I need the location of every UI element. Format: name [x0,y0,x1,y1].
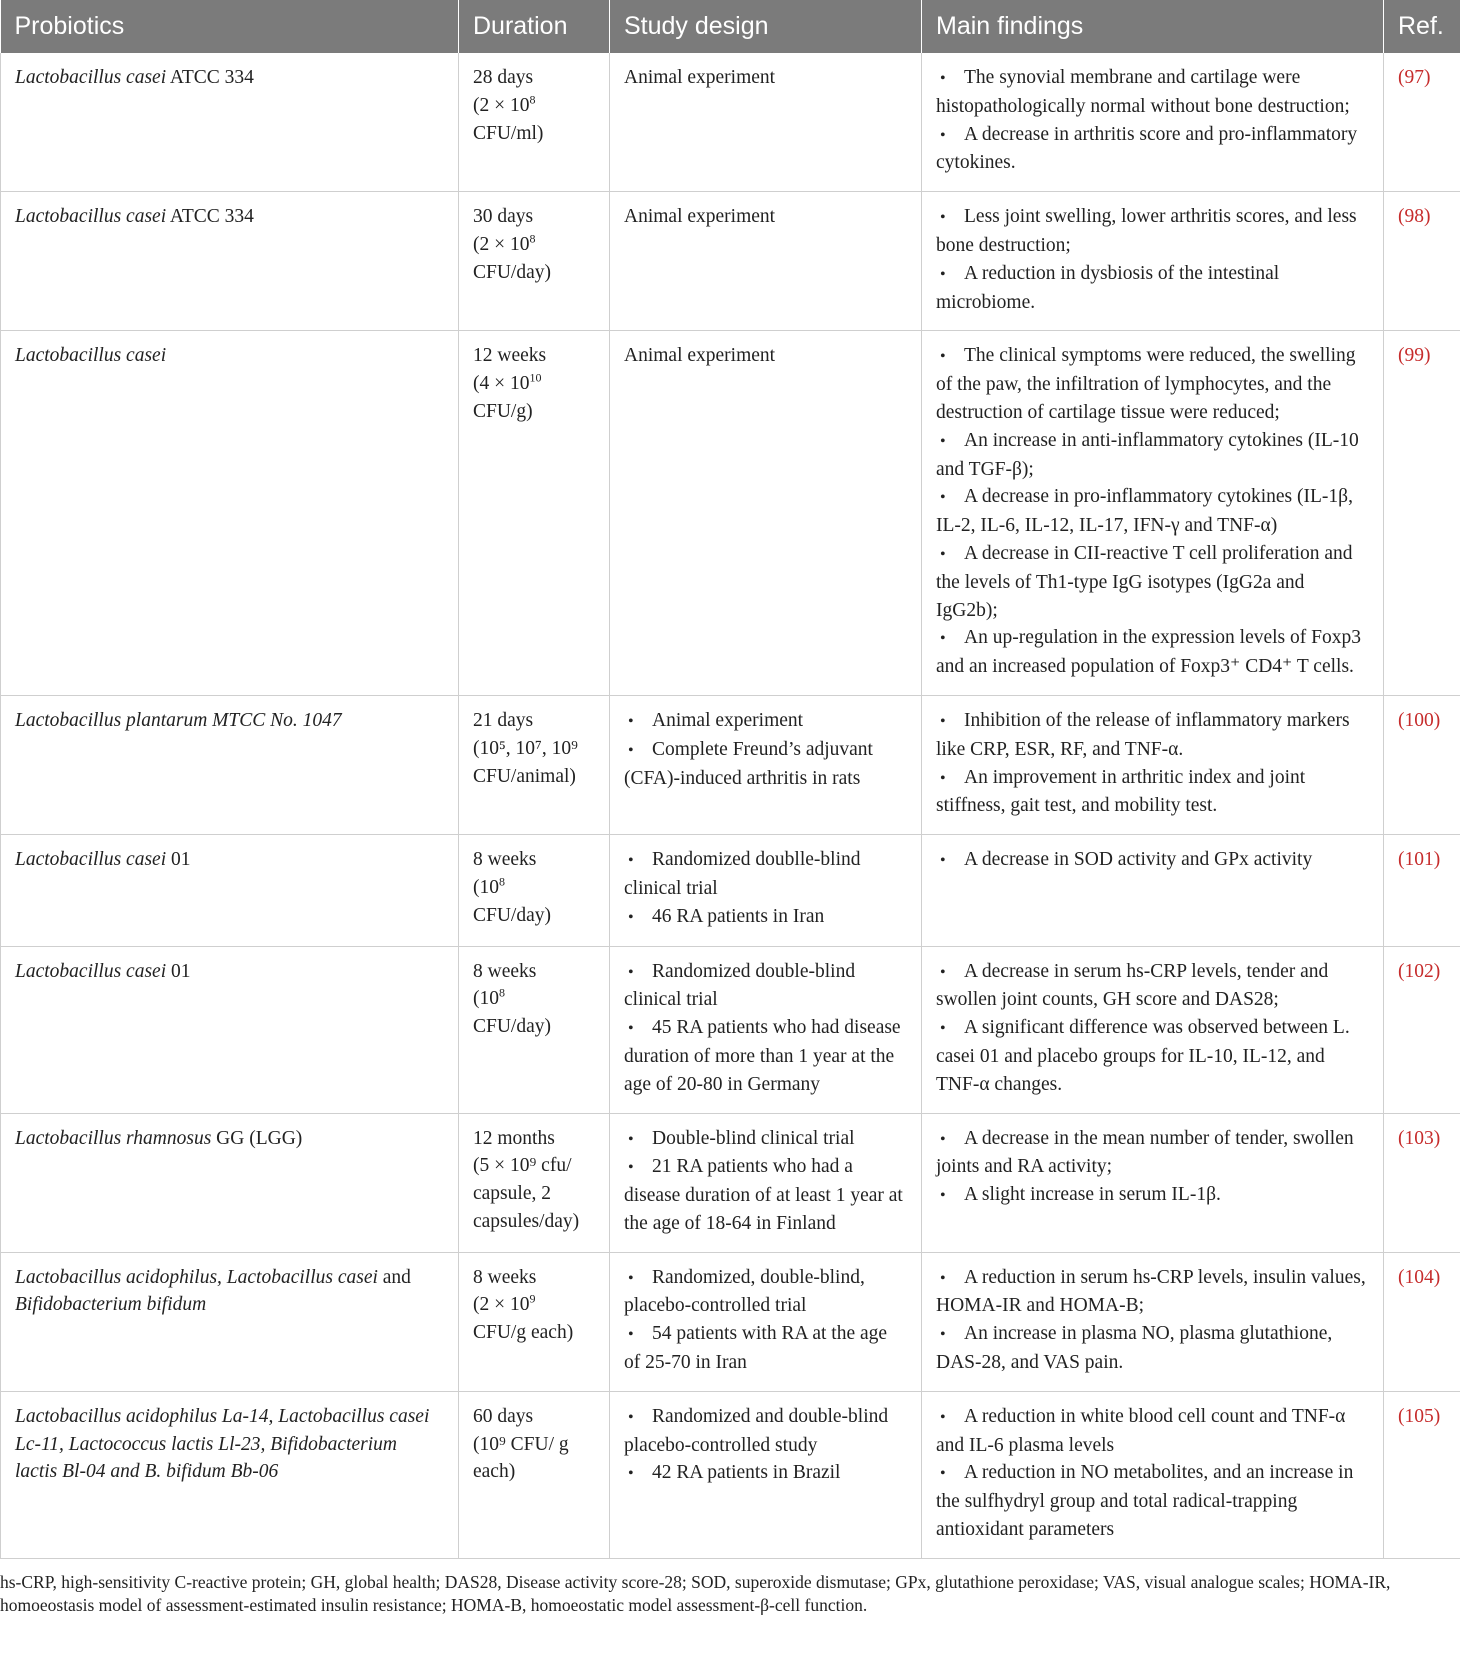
duration-unit: CFU/g each) [473,1322,574,1344]
probiotic-cell [1,53,459,192]
duration-dose: ($2 \times 10^8$ [473,92,536,116]
duration-dose: ($4 \times 10^{10}$ [473,370,542,395]
duration-period: 30 days [473,206,534,228]
findings-cell [922,1113,1384,1252]
probiotic-name: Bifidobacterium bifidum [15,1294,207,1316]
design-item: • Complete Freund’s adjuvant (CFA)-induced arthritis in rats [624,736,907,793]
dose-exponent: 8 [499,985,505,1000]
study-design-cell [610,192,922,331]
probiotic-strain: 01 [166,960,191,982]
finding-item: • A decrease in the mean number of tender, swollen joints and RA activity; [936,1125,1369,1182]
reference-link[interactable]: (105) [1398,1405,1441,1427]
duration-unit: CFU/day) [473,1016,551,1038]
probiotic-strain: 01 [166,849,191,871]
finding-item: • A reduction in white blood cell count and TNF-α and IL-6 plasma levels [936,1403,1369,1460]
table-row [1,53,1460,192]
duration-cell [459,835,610,946]
probiotic-cell [1,192,459,331]
header-study-design: Study design [610,0,922,53]
duration-unit: CFU/animal) [473,765,576,787]
duration-period: 60 days [473,1405,534,1427]
findings-cell [922,1252,1384,1391]
header-row [1,0,1460,53]
probiotic-name: Lactobacillus casei [15,206,167,228]
design-item: • 42 RA patients in Brazil [624,1459,907,1488]
finding-item: • An increase in anti-inflammatory cytokines (IL-10 and TGF-β); [936,427,1369,484]
ref-cell [1384,1391,1460,1558]
table-row [1,1391,1460,1558]
header-probiotics: Probiotics [1,0,459,53]
study-design-cell [610,1391,922,1558]
finding-item: • A decrease in CII-reactive T cell proliferation and the levels of Th1-type IgG isotypes (IgG2a and IgG2b); [936,540,1369,624]
reference-link[interactable]: (101) [1398,849,1441,871]
study-design-cell [610,1252,922,1391]
reference-link[interactable]: (103) [1398,1127,1441,1149]
finding-item: • A slight increase in serum IL-1β. [936,1181,1369,1210]
ref-cell [1384,331,1460,696]
finding-item: • A reduction in dysbiosis of the intestinal microbiome. [936,260,1369,317]
table-row [1,695,1460,834]
probiotic-strain: ATCC 334 [166,67,254,88]
finding-item: • An improvement in arthritic index and joint stiffness, gait test, and mobility test. [936,764,1369,821]
finding-item: • A decrease in pro-inflammatory cytokines (IL-1β, IL-2, IL-6, IL-12, IL-17, IFN-γ and TNF-α) [936,483,1369,540]
probiotic-name: Lactobacillus casei [15,67,167,88]
ref-cell [1384,1252,1460,1391]
probiotic-name: Lactobacillus rhamnosus [15,1127,212,1149]
probiotic-name: Lactobacillus casei [15,960,167,982]
table-row [1,1113,1460,1252]
duration-dose: ($2 \times 10^8$ [473,231,536,255]
reference-link[interactable]: (104) [1398,1266,1441,1288]
probiotic-cell [1,835,459,946]
findings-cell [922,192,1384,331]
design-item: • 46 RA patients in Iran [624,903,907,932]
duration-dose: (10⁹ CFU/ g each) [473,1433,569,1483]
findings-cell [922,695,1384,834]
design-item: • Randomized double-blind clinical trial [624,958,907,1015]
duration-unit: CFU/day) [473,904,551,926]
findings-cell [922,53,1384,192]
ref-cell [1384,946,1460,1113]
probiotic-name: Lactobacillus acidophilus, Lactobacillus casei [15,1266,378,1288]
duration-period: 8 weeks [473,1266,537,1288]
duration-dose: ($2 \times 10^9$ [473,1291,536,1316]
finding-item: • A decrease in serum hs-CRP levels, tender and swollen joint counts, GH score and DAS28; [936,958,1369,1015]
duration-period: 12 months [473,1127,555,1149]
design-item: • Animal experiment [624,707,907,736]
duration-period: 28 days [473,67,534,88]
study-design-cell [610,695,922,834]
table-row [1,1252,1460,1391]
table-row [1,331,1460,696]
dose-exponent: 10 [529,370,542,385]
design-item: Animal experiment [624,67,776,88]
design-item: • 54 patients with RA at the age of 25-70 in Iran [624,1320,907,1377]
probiotic-cell [1,1391,459,1558]
design-item: Animal experiment [624,206,776,228]
probiotic-cell [1,695,459,834]
findings-cell [922,946,1384,1113]
header-main-findings: Main findings [922,0,1384,53]
duration-period: 8 weeks [473,960,537,982]
duration-period: 12 weeks [473,345,547,367]
ref-cell [1384,53,1460,192]
ref-cell [1384,695,1460,834]
duration-period: 8 weeks [473,849,537,871]
probiotic-strain: ATCC 334 [166,206,254,228]
table-row [1,192,1460,331]
study-design-cell [610,1113,922,1252]
duration-unit: CFU/g) [473,400,533,422]
study-design-cell [610,331,922,696]
ref-cell [1384,192,1460,331]
finding-item: • Less joint swelling, lower arthritis scores, and less bone destruction; [936,203,1369,260]
finding-item: • A significant difference was observed between L. casei 01 and placebo groups for IL-10, IL-12, and TNF-α changes. [936,1014,1369,1098]
finding-item: • The clinical symptoms were reduced, the swelling of the paw, the infiltration of lymphocytes, and the destruction of cartilage tissue were reduced; [936,342,1369,426]
findings-cell [922,331,1384,696]
probiotic-name: Lactobacillus casei [15,345,167,367]
table-row [1,835,1460,946]
duration-dose: ($10^8$ [473,985,505,1010]
duration-cell [459,946,610,1113]
duration-cell [459,1113,610,1252]
duration-cell [459,1391,610,1558]
study-design-cell [610,53,922,192]
probiotic-name: Lactobacillus casei [15,849,167,871]
table-row [1,946,1460,1113]
findings-cell [922,1391,1384,1558]
findings-cell [922,835,1384,946]
probiotic-strain: GG (LGG) [211,1127,303,1149]
finding-item: • A reduction in NO metabolites, and an increase in the sulfhydryl group and total radical-trapping antioxidant parameters [936,1459,1369,1543]
study-design-cell [610,835,922,946]
finding-item: • Inhibition of the release of inflammatory markers like CRP, ESR, RF, and TNF-α. [936,707,1369,764]
design-item: • Randomized, double-blind, placebo-controlled trial [624,1264,907,1321]
duration-unit: CFU/ml) [473,122,544,144]
duration-period: 21 days [473,709,534,731]
header-duration: Duration [459,0,610,53]
header-ref: Ref. [1384,0,1460,53]
probiotic-cell [1,331,459,696]
reference-link[interactable]: (100) [1398,709,1441,731]
duration-cell [459,53,610,192]
design-item: • Double-blind clinical trial [624,1125,907,1154]
dose-exponent: 8 [499,874,505,889]
dose-exponent: 9 [529,1291,536,1306]
probiotic-cell [1,1252,459,1391]
duration-cell [459,1252,610,1391]
finding-item: • A decrease in SOD activity and GPx activity [936,846,1369,875]
duration-dose: ($10^8$ [473,874,505,898]
probiotic-cell [1,946,459,1113]
design-item: Animal experiment [624,345,776,367]
study-design-cell [610,946,922,1113]
design-item: • 45 RA patients who had disease duration of more than 1 year at the age of 20-80 in Germany [624,1014,907,1098]
design-item: • Randomized and double-blind placebo-controlled study [624,1403,907,1460]
dose-exponent: 8 [529,231,536,246]
finding-item: • The synovial membrane and cartilage were histopathologically normal without bone destruction; [936,64,1369,121]
probiotic-name: Lactobacillus acidophilus La-14, Lactobacillus casei Lc-11, Lactococcus lactis Ll-23, Bifidobacterium lactis Bl-04 and B. bifidum Bb-06 [15,1405,430,1483]
design-item: • Randomized doublle-blind clinical trial [624,846,907,903]
duration-cell [459,192,610,331]
footnote: hs-CRP, high-sensitivity C-reactive protein; GH, global health; DAS28, Disease activity score-28; SOD, superoxide dismutase; GPx, glutathione peroxidase; VAS, visual analogue scales; HOMA-IR, homoeostasis model of assessment-estimated insulin resistance; HOMA-B, homoeostatic model assessment-β-cell function. [0,1571,1391,1616]
reference-link[interactable]: (102) [1398,960,1441,982]
reference-link[interactable]: (97) [1398,67,1431,88]
duration-dose: (5 × 10⁹ cfu/ capsule, 2 capsules/day) [473,1155,580,1232]
ref-cell [1384,1113,1460,1252]
probiotic-name: Lactobacillus plantarum MTCC No. 1047 [15,709,342,731]
ref-cell [1384,835,1460,946]
probiotic-strain: and [377,1266,411,1288]
reference-link[interactable]: (98) [1398,206,1431,228]
duration-cell [459,695,610,834]
probiotic-cell [1,1113,459,1252]
dose-exponent: 8 [529,92,536,107]
finding-item: • An increase in plasma NO, plasma glutathione, DAS-28, and VAS pain. [936,1320,1369,1377]
duration-cell [459,331,610,696]
finding-item: • A reduction in serum hs-CRP levels, insulin values, HOMA-IR and HOMA-B; [936,1264,1369,1321]
duration-unit: CFU/day) [473,261,551,283]
reference-link[interactable]: (99) [1398,345,1431,367]
design-item: • 21 RA patients who had a disease duration of at least 1 year at the age of 18-64 in Finland [624,1153,907,1237]
finding-item: • An up-regulation in the expression levels of Foxp3 and an increased population of Foxp3⁺ CD4⁺ T cells. [936,624,1369,681]
duration-dose: (10⁵, 10⁷, 10⁹ [473,737,578,759]
finding-item: • A decrease in arthritis score and pro-inflammatory cytokines. [936,121,1369,178]
